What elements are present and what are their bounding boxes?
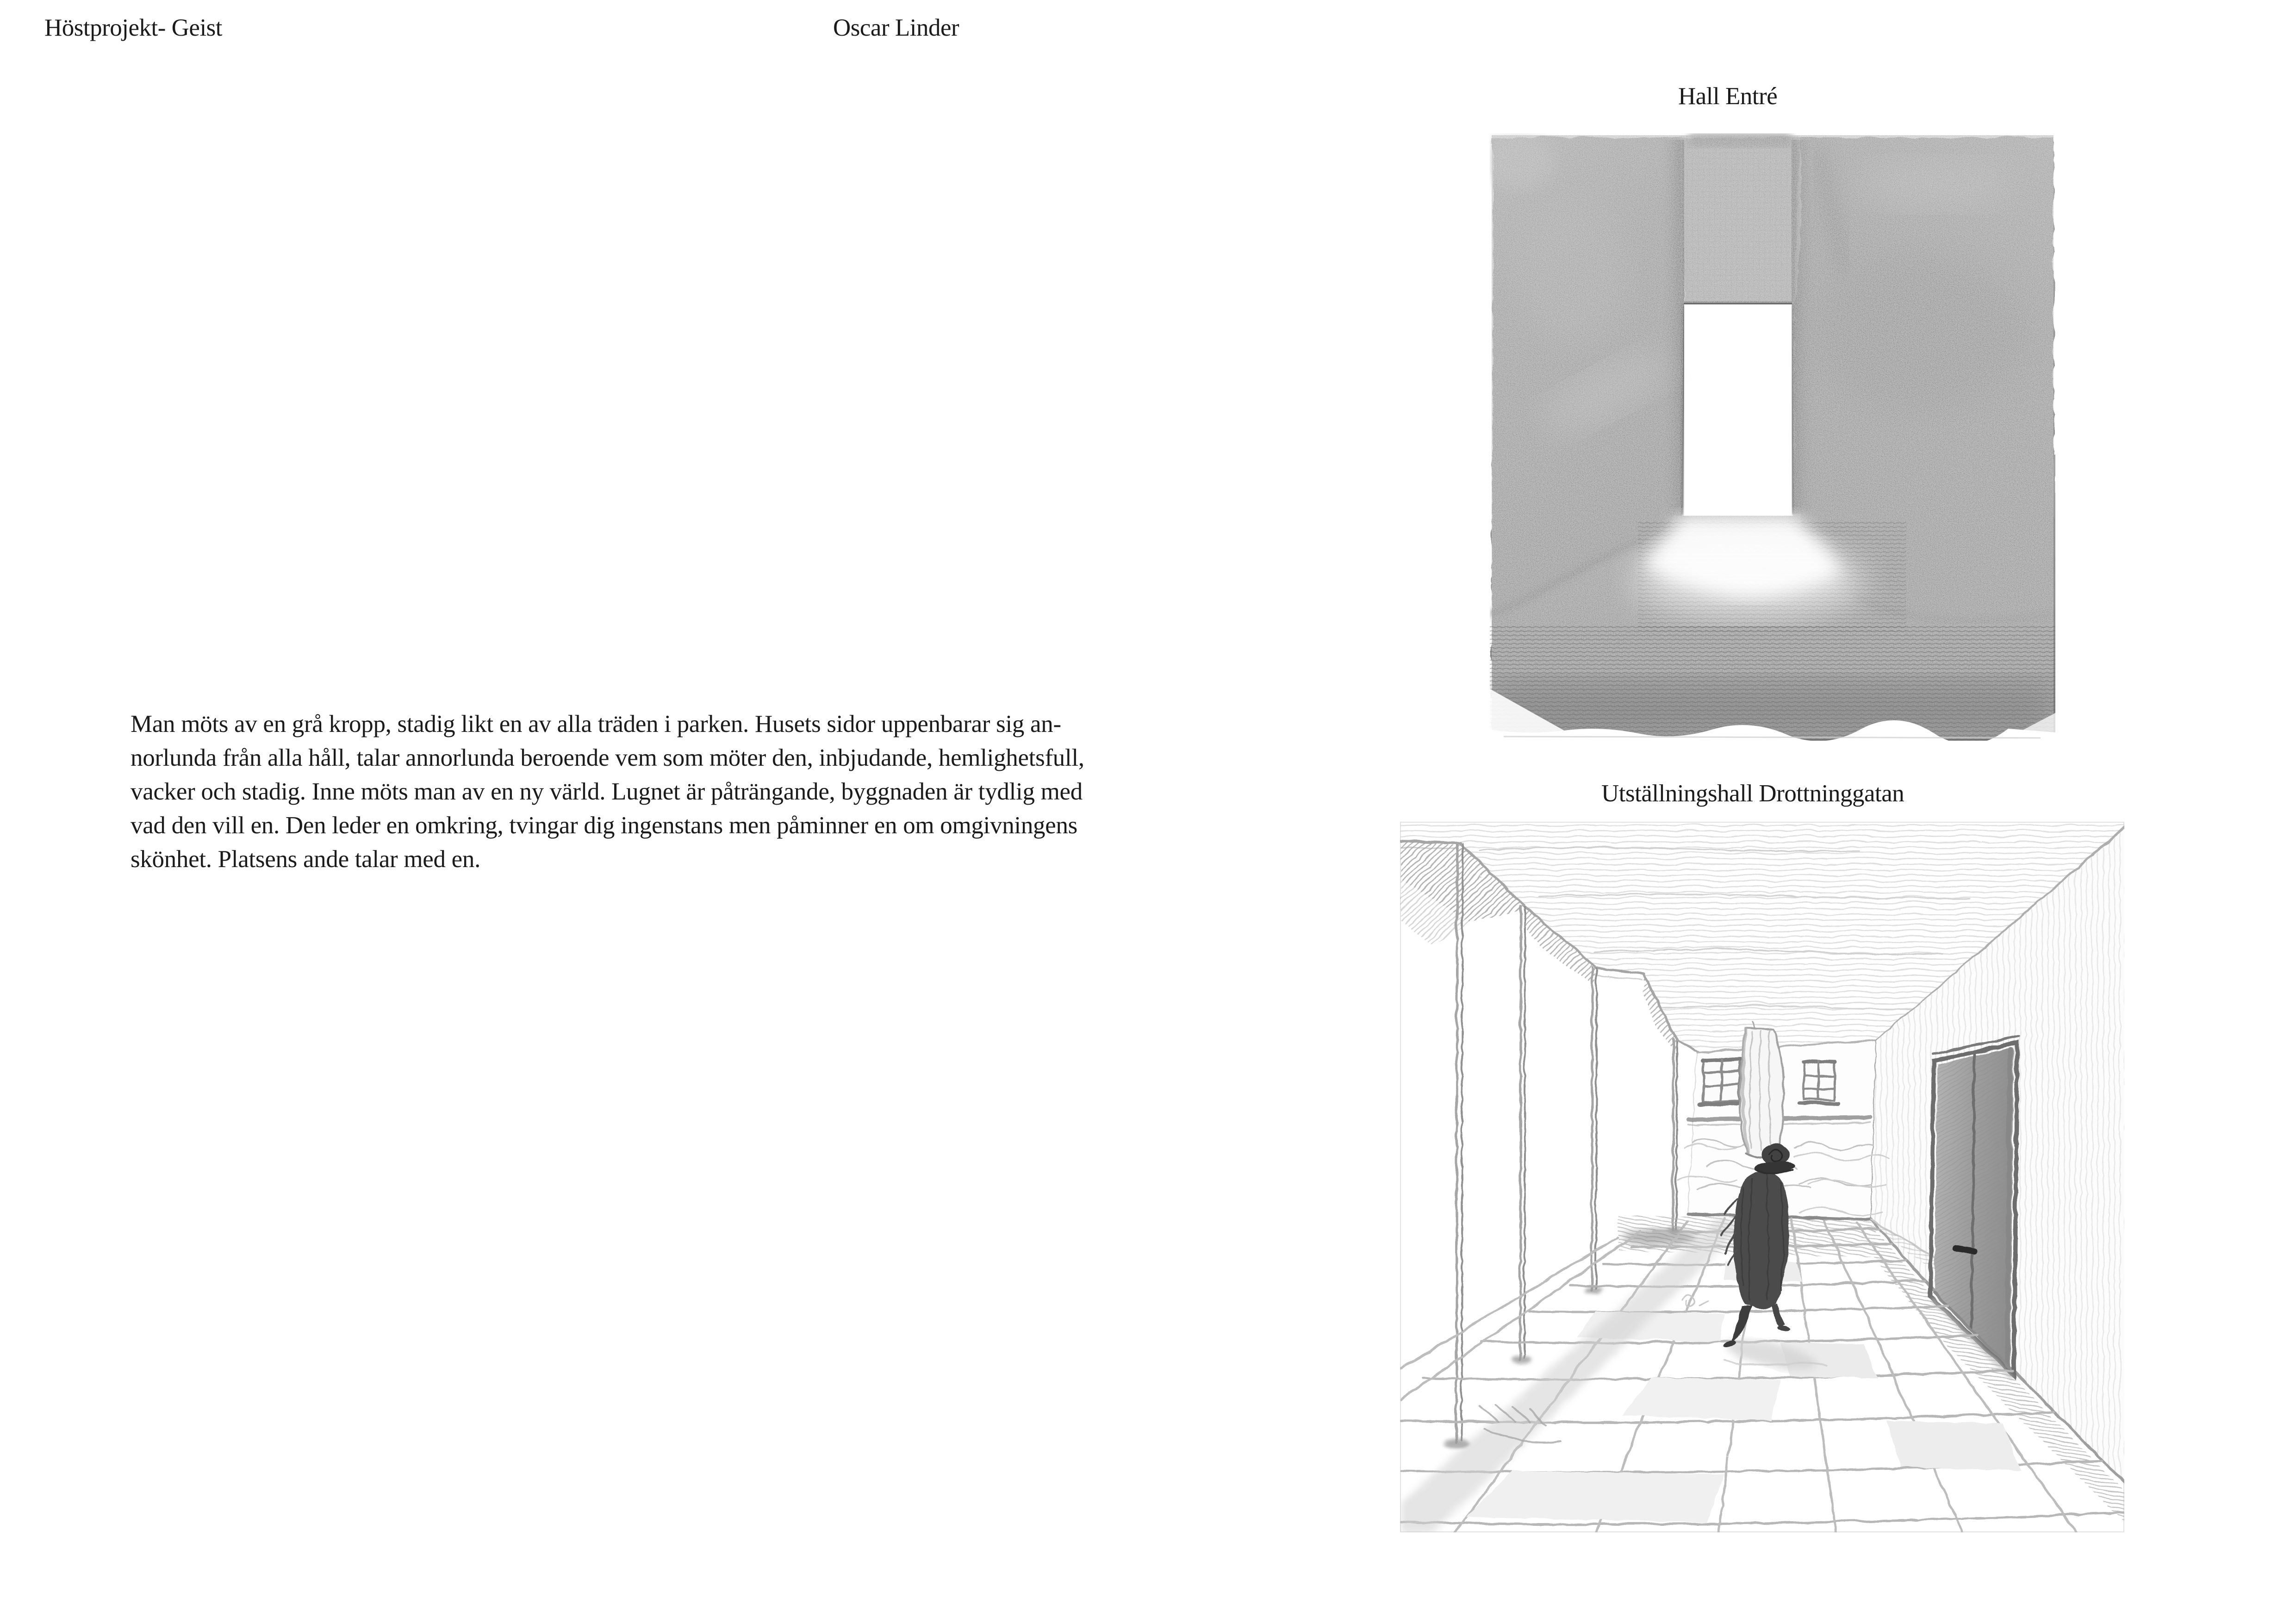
paragraph-line: norlunda från alla håll, talar annorlunda beroende vem som möter den, inbjudande, hemlighetsfull, xyxy=(131,744,1084,771)
figure1-caption: Hall Entré xyxy=(1678,83,1778,110)
project-title: Höstprojekt- Geist xyxy=(44,14,223,41)
colonnade-post xyxy=(1519,905,1520,1359)
hall-entre-drawing xyxy=(1490,133,2055,741)
back-window-right xyxy=(1799,1060,1838,1103)
back-window-left xyxy=(1699,1057,1743,1104)
hall-entre-figure xyxy=(1490,133,2055,741)
colonnade-post xyxy=(1591,967,1592,1289)
paragraph-line: vacker och stadig. Inne möts man av en ny värld. Lugnet är påträngande, byggnaden är tydlig med xyxy=(131,778,1083,805)
paragraph-line: vad den vill en. Den leder en omkring, tvingar dig ingenstans men påminner en om omgivningens xyxy=(131,812,1078,839)
figure2-caption: Utställningshall Drottninggatan xyxy=(1601,780,1904,807)
door-right-shade xyxy=(2007,1049,2010,1364)
colonnade-post xyxy=(1672,1039,1673,1229)
colonnade-post-inner xyxy=(1461,843,1462,1440)
window-sill xyxy=(1799,1102,1838,1103)
paragraph-line: Man möts av en grå kropp, stadig likt en av alla träden i parken. Husets sidor uppenbarar sig an- xyxy=(131,711,1061,737)
body-paragraph xyxy=(131,707,1084,876)
hanging-cloth xyxy=(1739,1021,1783,1157)
utstallningshall-drawing xyxy=(1400,822,2124,1532)
utstallningshall-figure xyxy=(1400,822,2124,1532)
doorway-light xyxy=(1682,303,1793,516)
colonnade-post-inner xyxy=(1675,1040,1676,1228)
paragraph-line: skönhet. Platsens ande talar med en. xyxy=(131,846,481,873)
author-name: Oscar Linder xyxy=(833,14,959,41)
floor-light-glow xyxy=(1633,543,1865,618)
colonnade-post-inner xyxy=(1595,968,1596,1287)
door-handle xyxy=(1955,1248,1973,1251)
window-sill xyxy=(1699,1102,1743,1104)
